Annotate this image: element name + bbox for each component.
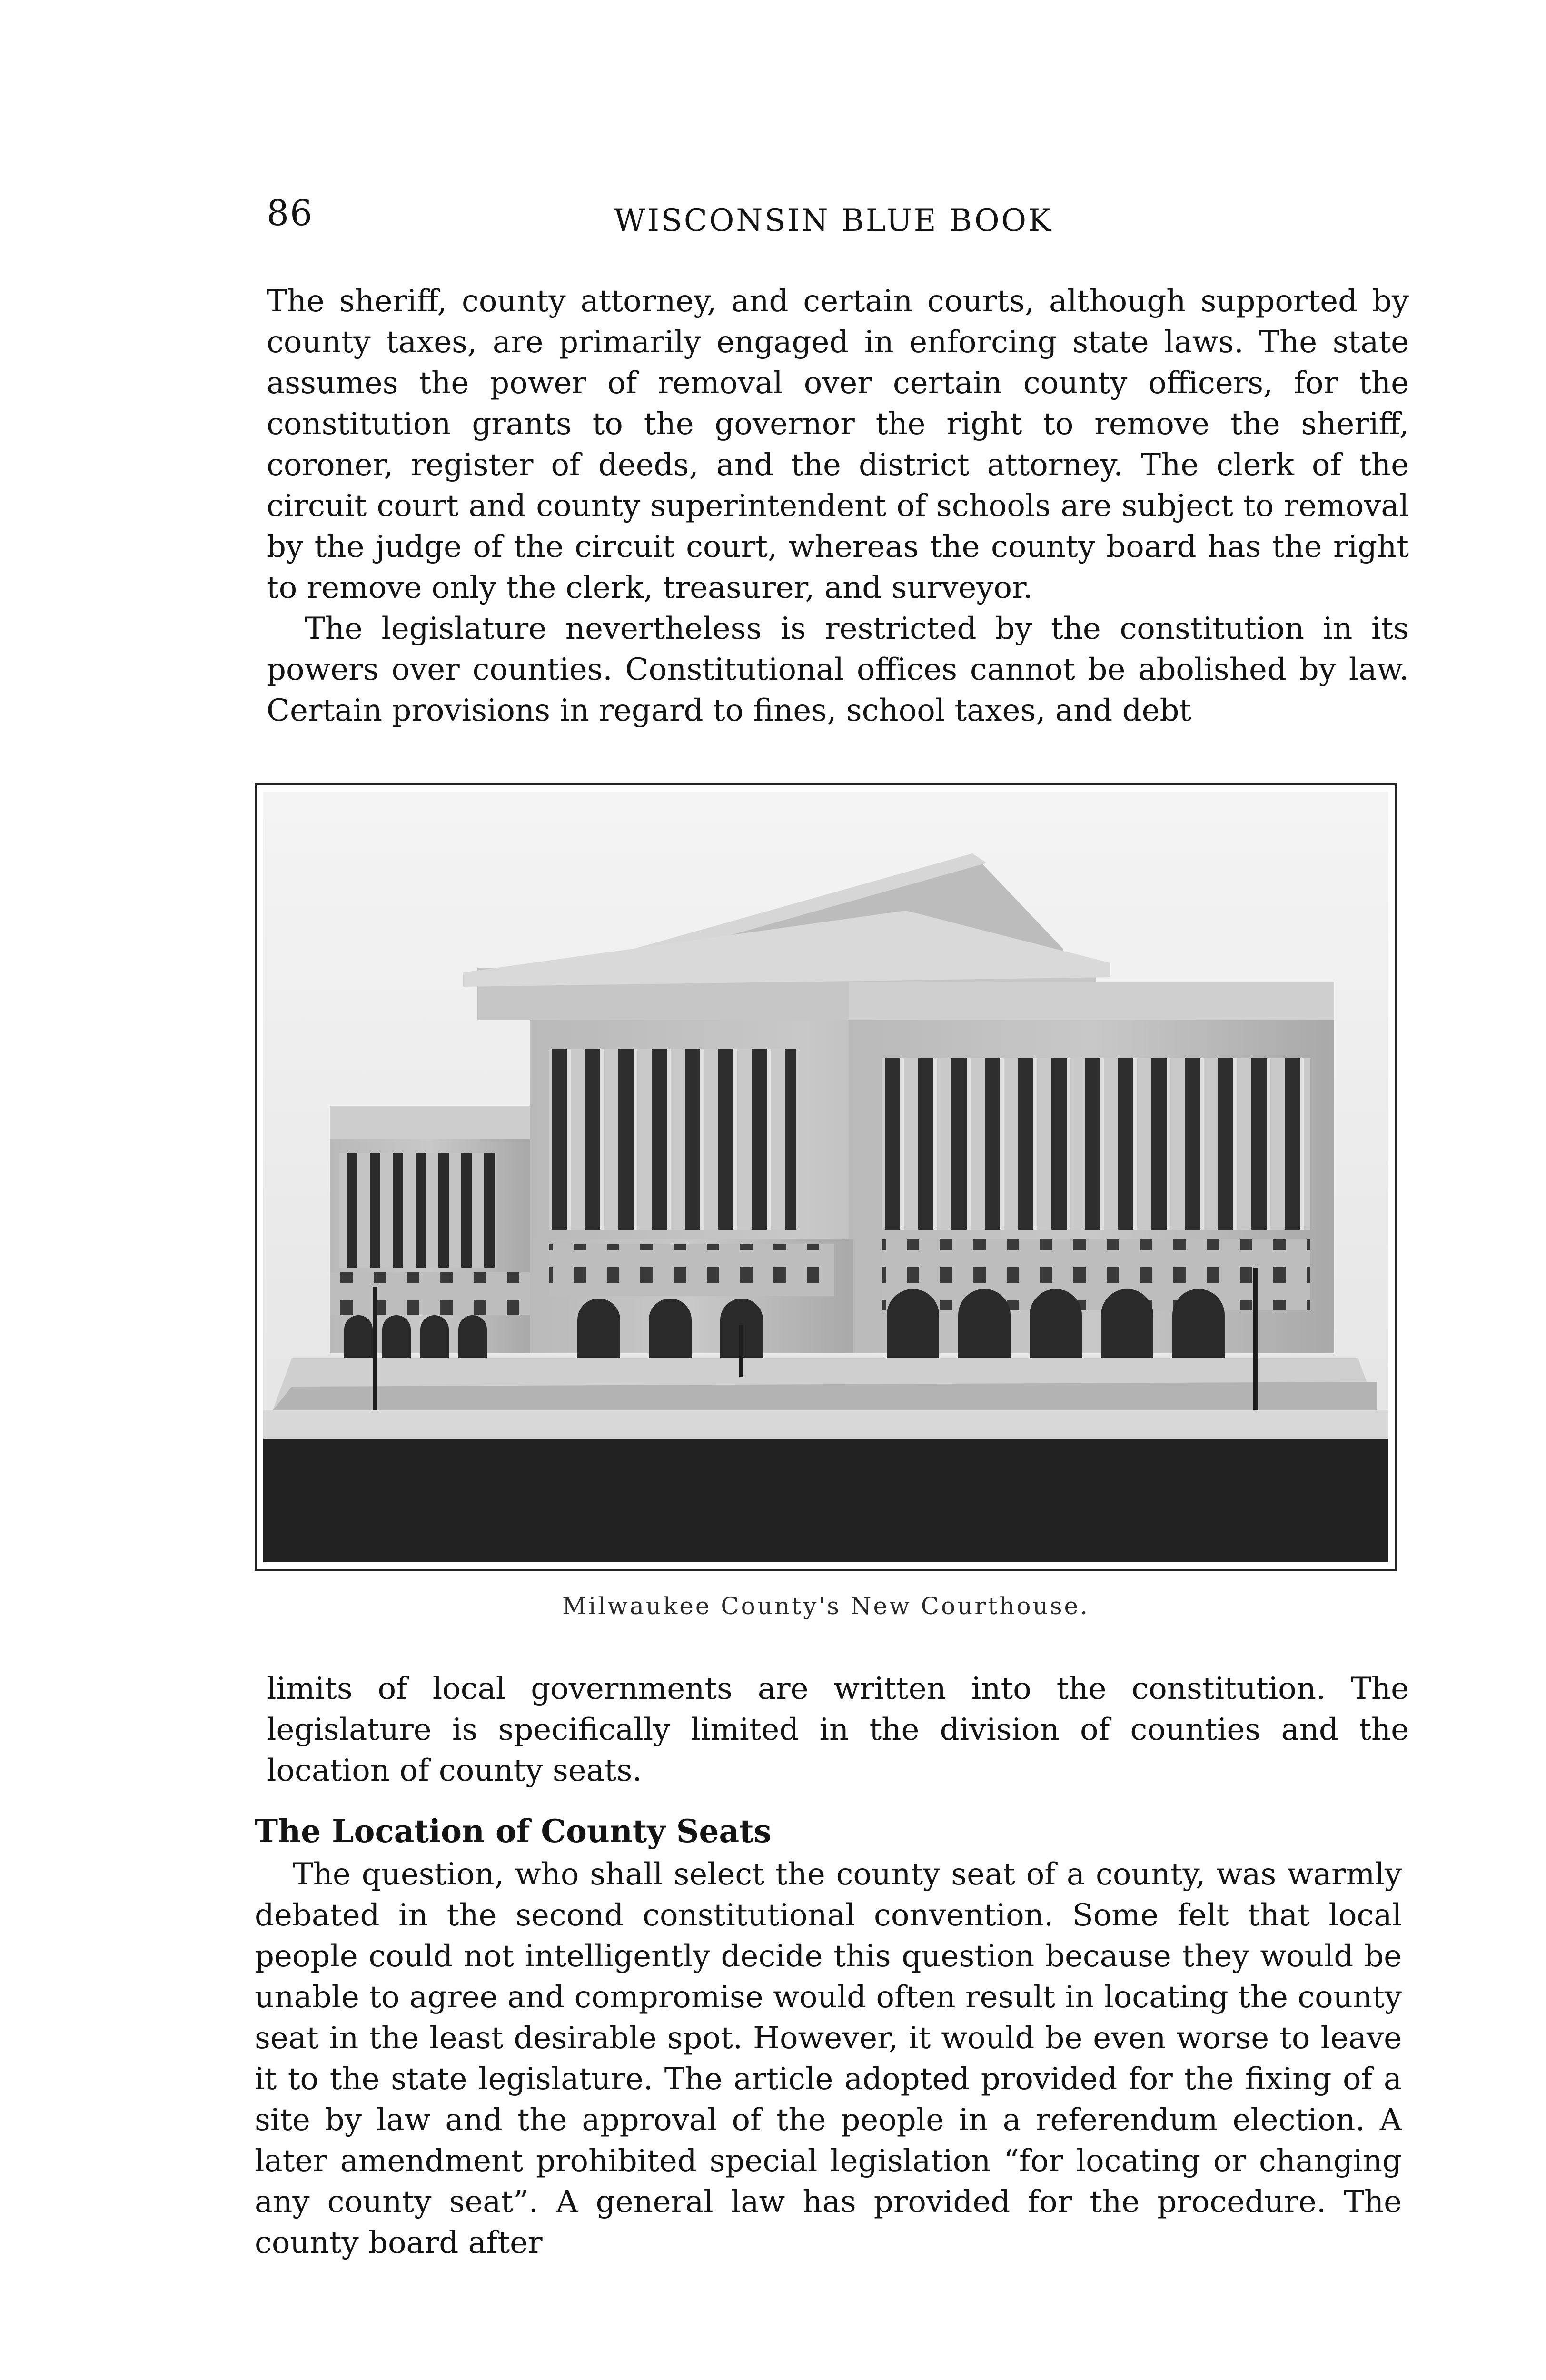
photo-caption: Milwaukee County's New Courthouse. [562,1592,1090,1620]
page-header [267,193,1409,245]
page-number: 86 [267,193,314,234]
running-title: WISCONSIN BLUE BOOK [614,203,1053,238]
section-heading: The Location of County Seats [255,1813,772,1850]
paragraph-removal-powers: The sheriff, county attorney, and certain courts, although supported by county taxes, are primarily engaged in enforcing state laws. The state assumes the power of removal over certain county officers, for the constitution grants to the governor the right to remove the sheriff, coroner, register of deeds, and the district attorney. The clerk of the circuit court and county superintendent of schools are subject to removal by the judge of the circuit court, whereas the county board has the right to remove only the clerk, treasurer, and surveyor. [267,284,1409,605]
body-text-top [267,281,1409,731]
courthouse-photo [255,783,1397,1571]
courthouse-photo-illustration [263,792,1388,1562]
paragraph-legislature-restrictions: The legislature nevertheless is restricted by the constitution in its powers over counties. Constitutional offices cannot be abolished by law. Certain provisions in regard to fines, school taxes, and debt [267,611,1409,728]
body-text-after-figure [267,1668,1409,1791]
body-text-section [255,1854,1402,2263]
paragraph-local-limits: limits of local governments are written into the constitution. The legislature is specifically limited in the division of counties and the location of county seats. [267,1671,1409,1788]
paragraph-county-seats: The question, who shall select the county seat of a county, was warmly debated in the second constitutional convention. Some felt that local people could not intelligently decide this question because they would be unable to agree and compromise would often result in locating the county seat in the least desirable spot. However, it would be even worse to leave it to the state legislature. The article adopted provided for the fixing of a site by law and the approval of the people in a referendum election. A later amendment prohibited special legislation “for locating or changing any county seat”. A general law has provided for the procedure. The county board after [255,1857,1402,2261]
